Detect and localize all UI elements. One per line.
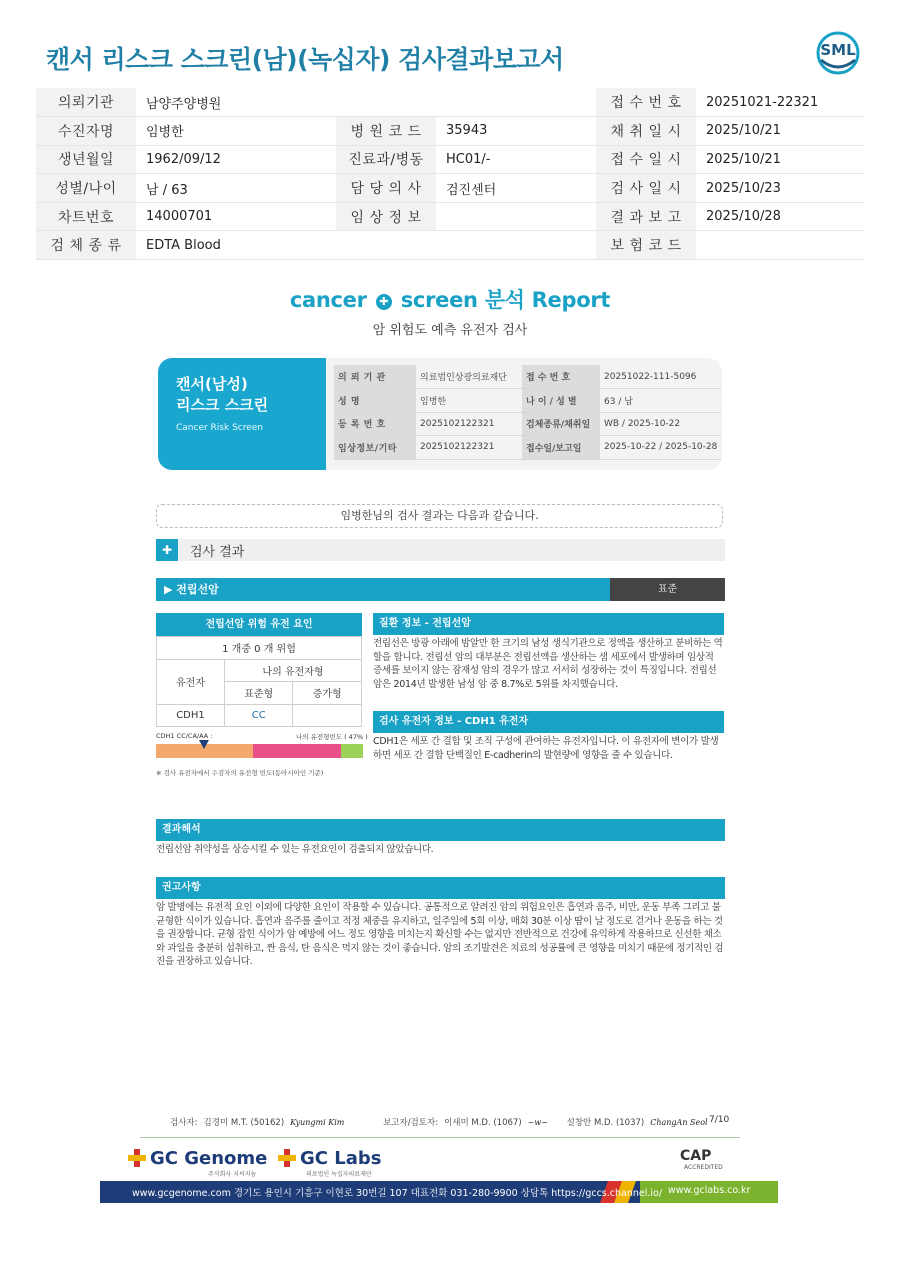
card-row <box>334 389 721 413</box>
info-label: 검 사 일 시 <box>596 174 696 203</box>
info-label: 접 수 번 호 <box>596 88 696 117</box>
third-signature: ChangAn Seol <box>650 1118 708 1127</box>
third-name: 설창안 M.D. (1037) <box>566 1118 645 1128</box>
cancer-type-bar: ▶ 전립선암 <box>156 578 610 601</box>
card-row <box>334 436 721 460</box>
info-label: 임 상 정 보 <box>336 202 436 231</box>
card-value: 2025102122321 <box>416 412 522 436</box>
info-label <box>336 231 436 260</box>
info-label: 채 취 일 시 <box>596 117 696 146</box>
info-value: 2025/10/28 <box>696 202 864 231</box>
info-value: 검진센터 <box>436 174 596 203</box>
info-label <box>336 88 436 117</box>
card-value: 20251022-111-5096 <box>600 365 721 389</box>
frequency-bar <box>156 744 363 758</box>
card-title-line1: 캔서(남성) <box>176 375 248 393</box>
info-value: 임병한 <box>136 117 336 146</box>
signature-row <box>170 1116 730 1128</box>
footer-website: www.gclabs.co.kr <box>668 1185 751 1196</box>
reporter-name: 이새미 M.D. (1067) <box>444 1118 522 1128</box>
card-value: 2025-10-22 / 2025-10-28 <box>600 436 721 460</box>
gene-name: CDH1 <box>157 704 225 727</box>
report-subtitle: 암 위험도 예측 유전자 검사 <box>372 323 528 338</box>
info-row <box>36 231 864 260</box>
info-label: 결 과 보 고 <box>596 202 696 231</box>
card-info-table <box>334 365 721 460</box>
info-value: 14000701 <box>136 202 336 231</box>
card-label: 임상정보/기타 <box>334 436 416 460</box>
col-standard: 표준형 <box>225 682 293 705</box>
gc-genome-text: GC Genome <box>150 1148 268 1169</box>
freq-bar-hetero <box>253 744 341 758</box>
brand-suffix: 분석 Report <box>484 288 611 312</box>
card-label: 검체종류/채취일 <box>522 412 600 436</box>
footer-divider <box>140 1137 740 1138</box>
info-label: 담 당 의 사 <box>336 174 436 203</box>
info-value <box>436 202 596 231</box>
gene-info-text: CDH1은 세포 간 결합 및 조직 구성에 관여하는 유전자입니다. 이 유전자에 변이가 발생하면 세포 간 결합 단백질인 E-cadherin의 발현량에 영향을 줄 수 있습니다. <box>373 736 719 761</box>
info-value: 2025/10/23 <box>696 174 864 203</box>
risk-count: 1 개중 0 개 위험 <box>157 637 362 660</box>
reporter-label: 보고자/검토자: <box>383 1118 439 1128</box>
gc-genome-sub: 주식회사 지씨지놈 <box>208 1171 257 1178</box>
info-value: 남양주양병원 <box>136 88 336 117</box>
increased-value <box>293 704 362 727</box>
card-title-line2: 리스크 스크린 <box>176 396 269 414</box>
card-label: 접수일/보고일 <box>522 436 600 460</box>
info-value: EDTA Blood <box>136 231 336 260</box>
info-label: 수진자명 <box>36 117 136 146</box>
patient-info-table <box>36 88 864 260</box>
card-row <box>334 365 721 389</box>
card-label: 나 이 / 성 별 <box>522 389 600 413</box>
risk-table <box>156 636 362 727</box>
brand-screen: screen <box>400 288 478 312</box>
info-row <box>36 145 864 174</box>
info-value <box>696 231 864 260</box>
reporter-signature: ~w~ <box>527 1118 548 1127</box>
recommendation-head: 권고사항 <box>156 877 725 899</box>
card-value: 2025102122321 <box>416 436 522 460</box>
report-brand <box>0 284 900 314</box>
card-subtitle: Cancer Risk Screen <box>176 423 264 433</box>
disease-info-text: 전립선은 방광 아래에 밤알만 한 크기의 남성 생식기관으로 정액을 생산하고 분비하는 역할을 합니다. 전립선 암의 대부분은 전립선액을 생산하는 샘 세포에서 발생하며 임상적 증세를 보이지 않는 잠재성 암의 경우가 많고 서서히 성장하는 것이 특징입니다. 전립선암은 2014년 발생한 남성 암 중 8.7%로 5위를 차지했습니다. <box>373 638 723 690</box>
info-label: 차트번호 <box>36 202 136 231</box>
card-value: 임병한 <box>416 389 522 413</box>
frequency-marker-icon <box>199 740 209 749</box>
gc-genome-logo <box>128 1148 267 1169</box>
recommendation-text: 암 발병에는 유전적 요인 이외에 다양한 요인이 작용할 수 있습니다. 공통적으로 알려진 암의 위험요인은 흡연과 음주, 비만, 운동 부족 그리고 불균형한 식이가 있습니다. 흡연과 음주를 줄이고 적정 체중을 유지하고, 일주일에 5회 이상, 매회 30분 이상 땀이 날 정도로 걷거나 운동을 하는 것을 권장합니다. 균형 잡힌 식이가 암 예방에 어느 정도 영향을 미치는지 확신할 수는 없지만 전반적으로 건강에 유익하게 작용하므로 신선한 채소와 과일을 충분히 섭취하고, 짠 음식, 탄 음식은 먹지 않는 것이 좋습니다. 암의 조기발견은 치료의 성공률에 큰 영향을 미치기 때문에 정기적인 검진을 권장하고 있습니다. <box>156 902 724 967</box>
page-number: 7/10 <box>709 1115 730 1125</box>
sml-logo-text: SML <box>820 41 856 59</box>
gc-labs-logo <box>278 1148 381 1169</box>
col-my-genotype: 나의 유전자형 <box>225 659 362 682</box>
gc-cross-icon <box>278 1149 296 1167</box>
info-label: 생년월일 <box>36 145 136 174</box>
info-value: 35943 <box>436 117 596 146</box>
risk-status-badge: 표준 <box>610 578 725 601</box>
tester-label: 검사자: <box>170 1118 198 1128</box>
tester-signature: Kyungmi Kim <box>290 1118 345 1127</box>
info-value: 20251021-22321 <box>696 88 864 117</box>
freq-bar-my-frequency: 나의 유전형빈도 ( 47% ) <box>296 733 368 741</box>
folder-plus-icon: ✚ <box>156 539 178 561</box>
info-row <box>36 202 864 231</box>
info-value: 남 / 63 <box>136 174 336 203</box>
section-title: 검사 결과 <box>190 545 245 560</box>
document-title: 캔서 리스크 스크린(남)(녹십자) 검사결과보고서 <box>46 45 564 74</box>
sml-logo <box>815 30 861 76</box>
standard-value: CC <box>225 704 293 727</box>
footer-contact: www.gcgenome.com 경기도 용인시 기흥구 이현로 30번길 107 대표전화 031-280-9900 상담톡 https://gccs.channel.io/ <box>132 1188 663 1199</box>
info-value: HC01/- <box>436 145 596 174</box>
freq-bar-gene-label: CDH1 CC/CA/AA : <box>156 732 213 740</box>
interpretation-head: 결과해석 <box>156 819 725 841</box>
card-row <box>334 412 721 436</box>
col-increased: 증가형 <box>293 682 362 705</box>
cap-sub: ACCREDITED <box>684 1164 723 1171</box>
gc-cross-icon <box>128 1149 146 1167</box>
card-value: 63 / 남 <box>600 389 721 413</box>
info-row <box>36 88 864 117</box>
card-value: 의료법인상광의료재단 <box>416 365 522 389</box>
risk-table-head: 전립선암 위험 유전 요인 <box>156 613 362 636</box>
tester-name: 김경미 M.T. (50162) <box>203 1118 285 1128</box>
card-label: 성 명 <box>334 389 416 413</box>
info-label: 접 수 일 시 <box>596 145 696 174</box>
frequency-note: ※ 검사 유전자에서 수검자의 유전형 빈도(동아시아인 기준) <box>156 769 324 777</box>
info-label: 성별/나이 <box>36 174 136 203</box>
info-value <box>436 231 596 260</box>
brand-cancer: cancer <box>289 288 367 312</box>
freq-bar-homo <box>341 744 363 758</box>
info-value: 2025/10/21 <box>696 145 864 174</box>
info-label: 보 험 코 드 <box>596 231 696 260</box>
info-label: 진료과/병동 <box>336 145 436 174</box>
gc-labs-sub: 의료법인 녹십자의료재단 <box>306 1171 372 1178</box>
card-label: 의 뢰 기 관 <box>334 365 416 389</box>
interpretation-text: 전립선암 취약성을 상승시킬 수 있는 유전요인이 검출되지 않았습니다. <box>156 844 434 855</box>
card-label: 등 록 번 호 <box>334 412 416 436</box>
card-label: 접 수 번 호 <box>522 365 600 389</box>
info-label: 병 원 코 드 <box>336 117 436 146</box>
info-row <box>36 174 864 203</box>
card-title <box>176 374 268 416</box>
disease-info-head: 질환 정보 - 전립선암 <box>373 613 724 635</box>
info-label: 의뢰기관 <box>36 88 136 117</box>
info-value: 2025/10/21 <box>696 117 864 146</box>
card-value: WB / 2025-10-22 <box>600 412 721 436</box>
cap-logo: CAP <box>680 1148 712 1164</box>
gc-labs-text: GC Labs <box>300 1148 382 1169</box>
gene-info-head: 검사 유전자 정보 - CDH1 유전자 <box>373 711 724 733</box>
info-label: 검 체 종 류 <box>36 231 136 260</box>
risk-plus-icon: ✚ <box>376 294 392 310</box>
info-value: 1962/09/12 <box>136 145 336 174</box>
info-row <box>36 117 864 146</box>
col-gene: 유전자 <box>157 659 225 704</box>
info-value <box>436 88 596 117</box>
result-summary: 임병한님의 검사 결과는 다음과 같습니다. <box>156 504 723 528</box>
